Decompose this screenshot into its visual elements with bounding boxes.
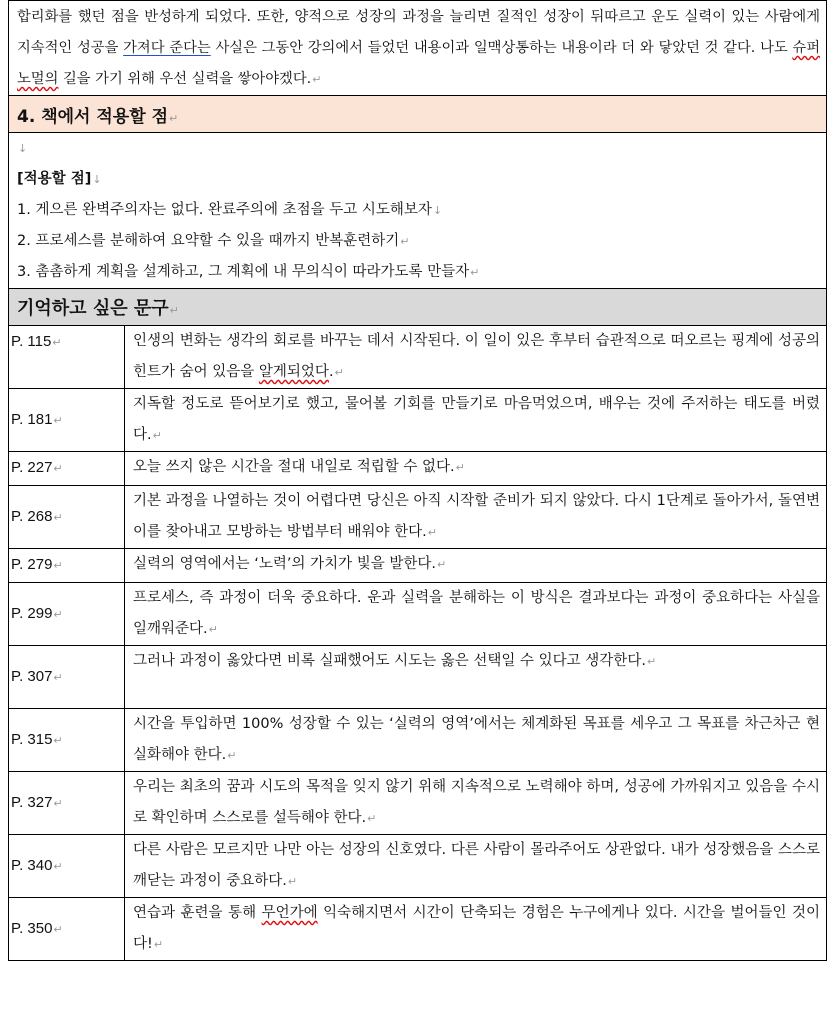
document-page (8, 0, 826, 961)
quote-text-cell[interactable] (125, 898, 827, 961)
paragraph-mark-icon: ↵ (227, 749, 237, 762)
quote-row (9, 646, 827, 709)
intro-text-2: 사실은 그동안 강의에서 들었던 내용이과 일맥상통하는 내용이라 더 와 닿았던 것 같다. 나도 (210, 40, 793, 56)
quote-page-cell[interactable] (9, 389, 125, 452)
quote-text: 인생의 변화는 생각의 회로를 바꾸는 데서 시작된다. 이 일이 있은 후부터 습관적으로 떠오르는 핑계에 성공의 힌트가 숨어 있음을 (133, 333, 821, 380)
paragraph-mark-icon: ↵ (312, 73, 322, 86)
quote-page: P. 279 (11, 556, 53, 573)
quote-row (9, 486, 827, 549)
quote-text-cell[interactable] (125, 389, 827, 452)
paragraph-mark-icon: ↵ (427, 526, 438, 539)
paragraph-mark-icon: ↵ (53, 608, 63, 621)
line-break-mark-icon: ↓ (18, 142, 28, 155)
quote-text: 오늘 쓰지 않은 시간을 절대 내일로 적립할 수 없다. (133, 459, 455, 475)
quote-page: P. 268 (11, 507, 53, 525)
quote-page-cell[interactable] (9, 486, 125, 549)
paragraph-mark-icon: ↵ (152, 429, 162, 442)
intro-row (9, 1, 827, 96)
paragraph-mark-icon: ↵ (53, 860, 63, 873)
quote-page: P. 307 (11, 667, 53, 685)
quote-text-cell[interactable] (125, 835, 827, 898)
paragraph-mark-icon: ↵ (367, 812, 377, 825)
quote-page-cell[interactable] (9, 326, 125, 389)
intro-text-1: 합리화를 했던 점을 반성하게 되었다. 또한, 양적으로 성장의 과정을 늘리면 질적인 성장이 뒤따르고 운도 실력이 있는 사람에게 지속적인 성공을 (17, 9, 821, 56)
paragraph-mark-icon: ↵ (53, 463, 63, 475)
paragraph-mark-icon: ↵ (287, 875, 298, 888)
quote-page: P. 327 (11, 793, 53, 811)
paragraph-mark-icon: ↵ (169, 304, 179, 317)
quote-page: P. 227 (11, 459, 53, 476)
paragraph-mark-icon: ↵ (153, 938, 164, 951)
paragraph-mark-icon: ↵ (646, 655, 657, 668)
review-table (8, 0, 827, 961)
section-apply-header-row (9, 96, 827, 133)
quote-row (9, 389, 827, 452)
paragraph-mark-icon: ↵ (53, 511, 63, 524)
apply-item-3: 3. 촘촘하게 계획을 설계하고, 그 계획에 내 무의식이 따라가도록 만들자 (17, 264, 470, 280)
apply-item-2: 2. 프로세스를 분해하여 요약할 수 있을 때까지 반복훈련하기 (17, 233, 400, 249)
section-apply-body-row (9, 133, 827, 289)
quote-text-cell[interactable] (125, 709, 827, 772)
section-apply-header[interactable] (9, 96, 827, 133)
quote-text: 그러나 과정이 옳았다면 비록 실패했어도 시도는 옳은 선택일 수 있다고 생각한다. (133, 653, 646, 669)
quote-page-cell[interactable] (9, 583, 125, 646)
paragraph-mark-icon: ↵ (437, 558, 447, 571)
apply-subheading: [적용할 점] (17, 171, 92, 187)
quote-row (9, 583, 827, 646)
quote-text: 실력의 영역에서는 ‘노력’의 가치가 빛을 발한다. (133, 556, 437, 572)
intro-text-3: 길을 가기 위해 우선 실력을 쌓아야겠다. (58, 71, 312, 87)
quote-page-cell[interactable] (9, 835, 125, 898)
quote-misspelled-word: 무언가에 (261, 905, 318, 921)
paragraph-mark-icon: ↵ (53, 923, 63, 936)
section-quotes-header[interactable] (9, 289, 827, 326)
quote-text-cell[interactable] (125, 646, 827, 709)
quote-text: 시간을 투입하면 100% 성장할 수 있는 ‘실력의 영역’에서는 체계화된 목표를 세우고 그 목표를 차근차근 현실화해야 한다. (133, 716, 821, 763)
quote-text-cell[interactable] (125, 326, 827, 389)
quote-row (9, 898, 827, 961)
quote-text: 지독할 정도로 뜯어보기로 했고, 물어볼 기회를 만들기로 마음먹었으며, 배우는 것에 주저하는 태도를 버렸다. (133, 396, 821, 443)
intro-misspelled-word: 슈퍼노멀의 (17, 40, 821, 87)
quote-misspelled-word: 알게되었다 (258, 364, 329, 380)
quote-row (9, 709, 827, 772)
quote-text-cell[interactable] (125, 772, 827, 835)
paragraph-mark-icon: ↵ (400, 235, 410, 248)
paragraph-mark-icon: ↵ (53, 797, 63, 810)
quote-text: 연습과 훈련을 통해 (133, 905, 262, 921)
quote-row (9, 549, 827, 583)
section-apply-body[interactable] (9, 133, 827, 289)
paragraph-mark-icon: ↵ (455, 461, 465, 474)
quote-row (9, 835, 827, 898)
paragraph-mark-icon: ↵ (53, 414, 63, 427)
quote-text: 기본 과정을 나열하는 것이 어렵다면 당신은 아직 시작할 준비가 되지 않았다. 다시 1단계로 돌아가서, 돌연변이를 찾아내고 모방하는 방법부터 배워야 한다. (133, 493, 821, 540)
intro-paragraph[interactable] (9, 1, 827, 96)
quote-page: P. 115 (11, 333, 52, 350)
quote-page: P. 299 (11, 604, 53, 622)
quote-page-cell[interactable] (9, 709, 125, 772)
quote-row (9, 326, 827, 389)
paragraph-mark-icon: ↵ (53, 734, 63, 747)
quote-page-cell[interactable] (9, 898, 125, 961)
quote-page: P. 340 (11, 856, 53, 874)
quote-page: P. 181 (11, 410, 53, 428)
quote-text-end: . (328, 364, 334, 380)
quote-page: P. 315 (11, 730, 53, 748)
paragraph-mark-icon: ↵ (169, 111, 179, 125)
quote-text: 우리는 최초의 꿈과 시도의 목적을 잊지 않기 위해 지속적으로 노력해야 하며, 성공에 가까워지고 있음을 수시로 확인하며 스스로를 설득해야 한다. (133, 779, 821, 826)
quote-text: 프로세스, 즉 과정이 더욱 중요하다. 운과 실력을 분해하는 이 방식은 결과보다는 과정이 중요하다는 사실을 일깨워준다. (133, 590, 821, 637)
paragraph-mark-icon: ↵ (470, 266, 480, 279)
quote-row (9, 452, 827, 486)
quote-page-cell[interactable] (9, 549, 125, 583)
line-break-mark-icon: ↓ (92, 173, 102, 186)
quote-row (9, 772, 827, 835)
section-quotes-title: 기억하고 싶은 문구 (17, 298, 169, 319)
quote-text-cell[interactable] (125, 452, 827, 486)
paragraph-mark-icon: ↵ (53, 671, 63, 684)
quote-text-cell[interactable] (125, 549, 827, 583)
apply-item-1: 1. 게으른 완벽주의자는 없다. 완료주의에 초점을 두고 시도해보자 (17, 202, 432, 218)
paragraph-mark-icon: ↵ (208, 623, 218, 636)
quote-text-end: 익숙해지면서 시간이 단축되는 경험은 누구에게나 있다. 시간을 벌어들인 것이다! (133, 905, 821, 952)
quote-page: P. 350 (11, 919, 53, 937)
line-break-mark-icon: ↓ (432, 204, 443, 217)
paragraph-mark-icon: ↵ (53, 560, 63, 572)
quote-page-cell[interactable] (9, 646, 125, 709)
section-quotes-header-row (9, 289, 827, 326)
paragraph-mark-icon: ↵ (334, 366, 344, 379)
intro-underlined-text: 가져다 준다는 (123, 40, 211, 56)
quote-text-cell[interactable] (125, 583, 827, 646)
quote-page-cell[interactable] (9, 452, 125, 486)
section-apply-title: 4. 책에서 적용할 점 (17, 106, 168, 127)
quote-text-cell[interactable] (125, 486, 827, 549)
paragraph-mark-icon: ↵ (52, 337, 62, 349)
quote-text: 다른 사람은 모르지만 나만 아는 성장의 신호였다. 다른 사람이 몰라주어도 상관없다. 내가 성장했음을 스스로 깨닫는 과정이 중요하다. (133, 842, 821, 889)
quote-page-cell[interactable] (9, 772, 125, 835)
